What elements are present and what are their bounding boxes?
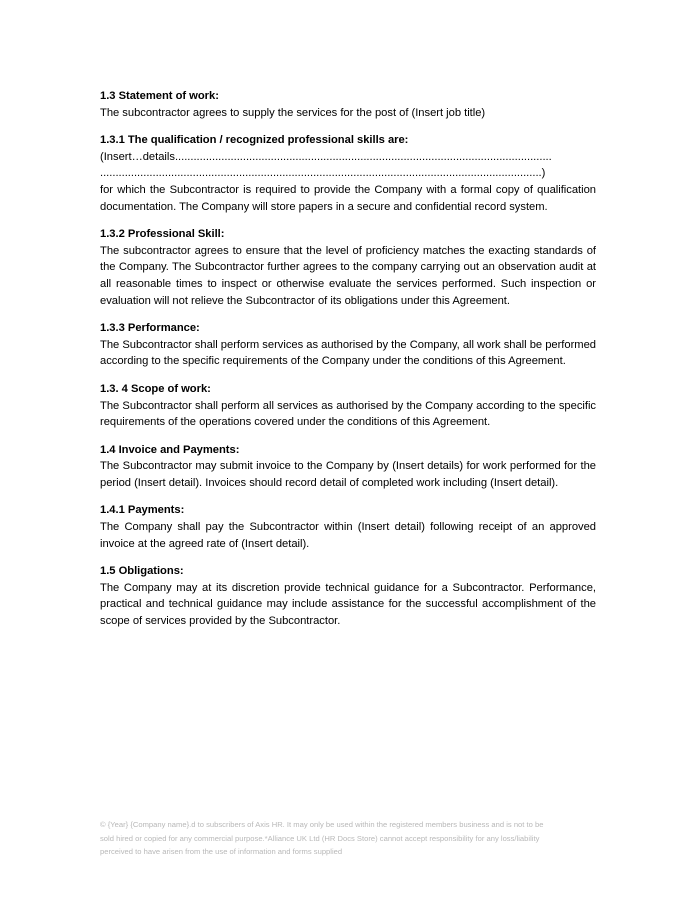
fill-in-prefix: (Insert…details [100,150,175,163]
section-body: for which the Subcontractor is required to provide the Company with a formal copy of qualification documentation. The Company will store papers in a secure and confidential record system. [100,183,596,213]
section-heading: 1.4.1 Payments: [100,504,185,517]
section-body: The subcontractor agrees to ensure that the level of proficiency matches the exacting standards of the Company. The Subcontractor further agrees to the company carrying out an observation audit at all reasonable times to inspect or otherwise evaluate the services performed. Such inspection or evaluation will not relieve the Subcontractor of its obligations under this Agreement. [100,244,596,307]
section-qualification [100,132,596,215]
section-heading: 1.3. 4 Scope of work: [100,382,211,395]
section-heading: 1.3.3 Performance: [100,322,200,335]
section-body: The subcontractor agrees to supply the services for the post of (Insert job title) [100,106,486,119]
fill-in-line-1 [100,149,596,166]
document-body [100,88,596,630]
section-body: The Subcontractor shall perform services as authorised by the Company, all work shall be performed according to the specific requirements of the Company under the conditions of this Agreement. [100,338,596,368]
footer-line: sold hired or copied for any commercial purpose.*Alliance UK Ltd (HR Docs Store) cannot accept responsibility for any loss/liability [100,833,540,843]
fill-in-line-2 [100,165,596,182]
fill-in-suffix: ) [541,167,546,180]
section-performance [100,320,596,370]
section-heading: 1.3.2 Professional Skill: [100,228,225,241]
footer-line: perceived to have arisen from the use of information and forms supplied [100,847,343,857]
section-heading: 1.4 Invoice and Payments: [100,443,240,456]
section-obligations [100,563,596,629]
section-invoice-and-payments [100,442,596,492]
section-statement-of-work [100,88,596,121]
section-heading: 1.5 Obligations: [100,565,184,578]
section-scope-of-work [100,381,596,431]
fill-in-dots: ............................................................................................................................................... [100,167,542,180]
section-body: The Subcontractor shall perform all services as authorised by the Company according to the specific requirements of the operations covered under the conditions of this Agreement. [100,399,596,429]
section-heading: 1.3 Statement of work: [100,90,219,102]
section-heading: 1.3.1 The qualification / recognized professional skills are: [100,134,409,147]
footer-line: © {Year} {Company name}.d to subscribers of Axis HR. It may only be used within the registered members business and is not to be [100,820,544,829]
page-footer [100,818,600,859]
section-body: The Company may at its discretion provide technical guidance for a Subcontractor. Performance, practical and technical guidance may include assistance for the successful accomplishment of the scope of services provided by the Subcontractor. [100,581,596,628]
section-payments [100,502,596,552]
section-professional-skill [100,226,596,309]
section-body: The Company shall pay the Subcontractor within (Insert detail) following receipt of an approved invoice at the agreed rate of (Insert detail). [100,521,596,550]
section-body: The Subcontractor may submit invoice to the Company by (Insert details) for work performed for the period (Insert detail). Invoices should record detail of completed work including (Insert detail). [100,460,596,489]
fill-in-dots: .......................................................................................................................... [174,150,552,163]
